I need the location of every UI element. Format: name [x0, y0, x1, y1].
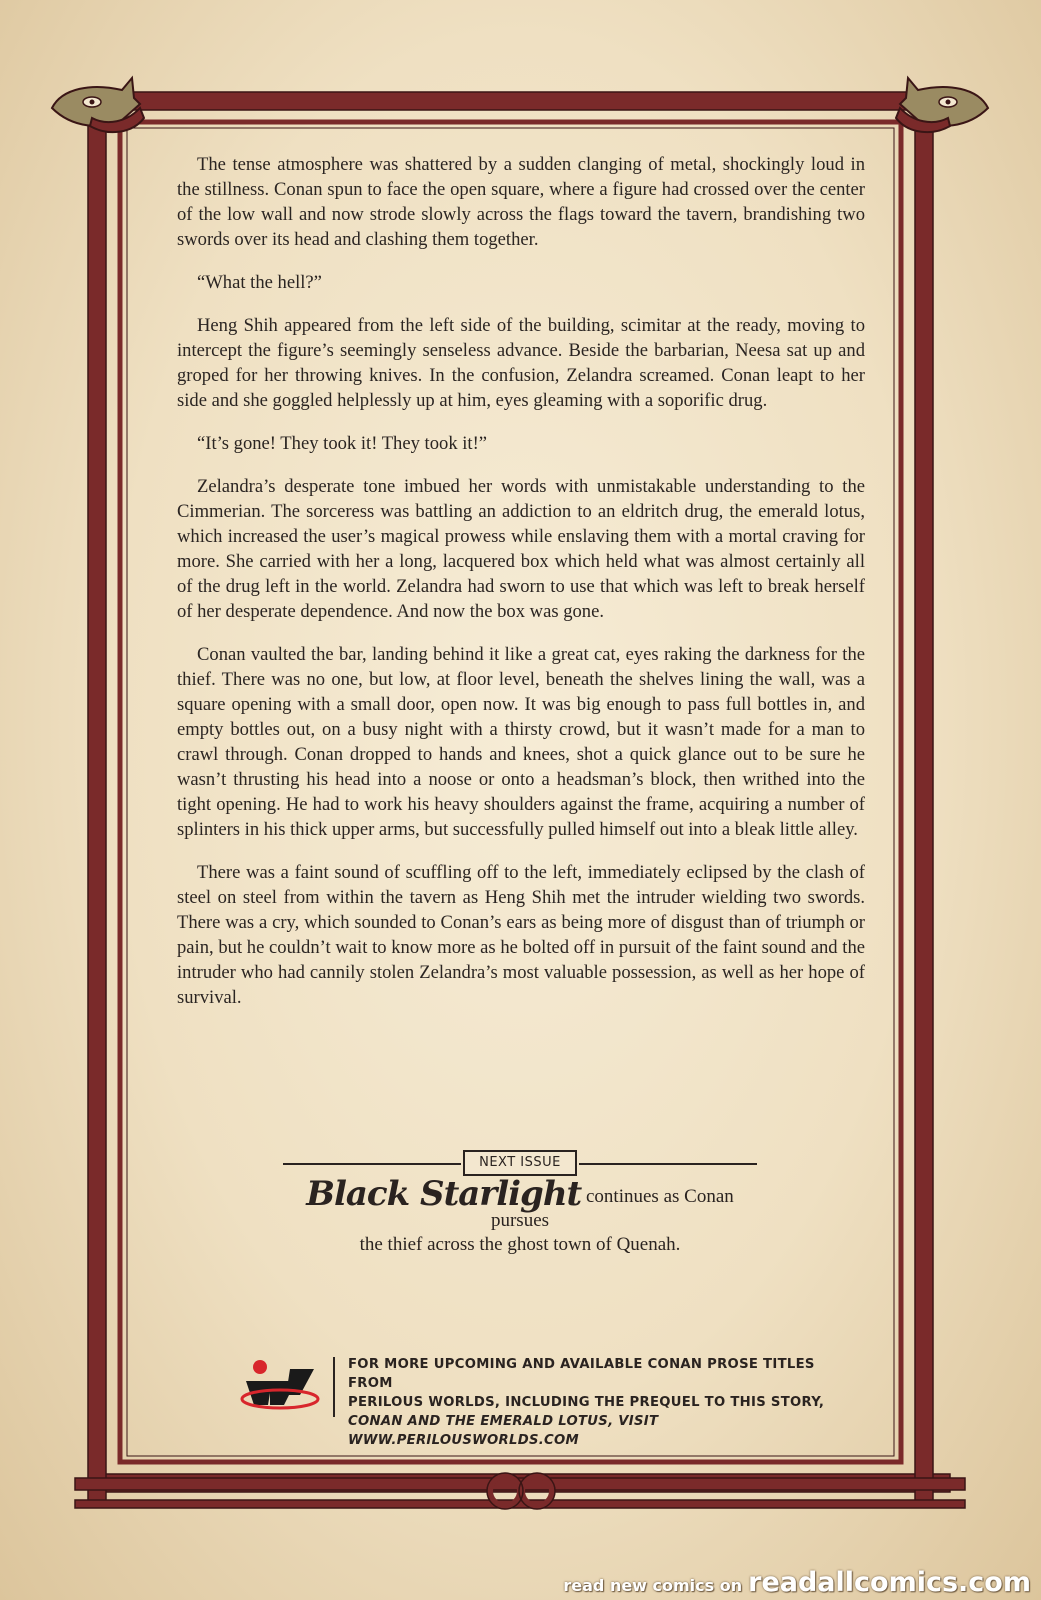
dragon-head-left	[52, 78, 144, 132]
next-issue-teaser	[280, 1174, 760, 1257]
divider-line	[283, 1163, 461, 1165]
promo-line-3	[348, 1412, 828, 1450]
divider-line	[579, 1163, 757, 1165]
next-issue-section	[280, 1150, 760, 1255]
promo-divider	[333, 1357, 335, 1417]
watermark-site-name: readallcomics.com	[748, 1567, 1031, 1598]
story-paragraph: The tense atmosphere was shattered by a sudden clanging of metal, shockingly loud in the stillness. Conan spun to face the open square, where a figure had crossed over the center of the low wall and now strode slowly across the flags toward the tavern, brandishing two swords over its head and clashing them together.	[177, 154, 865, 250]
promo-book-title: CONAN AND THE EMERALD LOTUS	[348, 1414, 609, 1429]
teaser-line-2: the thief across the ghost town of Quenah.	[359, 1234, 681, 1255]
promo-text	[348, 1355, 828, 1450]
story-paragraph: There was a faint sound of scuffling off to the left, immediately eclipsed by the clash of steel on steel from within the tavern as Heng Shih met the intruder wielding two swords. There was a cry, which sounded to Conan’s ears as being more of disgust than of triumph or pain, but he couldn’t wait to know more as he bolted off in pursuit of the faint sound and the intruder who had cannily stolen Zelandra’s most valuable possession, as well as her hope of survival.	[177, 862, 865, 1008]
next-issue-title: Black Starlight	[306, 1174, 582, 1214]
dragon-head-right	[896, 78, 988, 132]
teaser-line-1: continues as Conan pursues	[490, 1186, 734, 1231]
promo-section	[240, 1355, 830, 1448]
story-paragraph: “What the hell?”	[197, 272, 322, 293]
story-paragraph: Conan vaulted the bar, landing behind it like a great cat, eyes raking the darkness for the thief. There was no one, but low, at floor level, beneath the shelves lining the wall, was a square opening with a small door, open now. It was big enough to pass full bottles in, and empty bottles out, on a busy night with a thirsty crowd, but it wasn’t made for a man to crawl through. Conan dropped to hands and knees, shot a quick glance out to be sure he wasn’t thrusting his head into a noose or onto a headsman’s block, then writhed into the tight opening. He had to work his heavy shoulders against the frame, acquiring a number of splinters in his thick upper arms, but successfully pulled himself out into a bleak little alley.	[177, 644, 865, 840]
story-paragraph: Heng Shih appeared from the left side of the building, scimitar at the ready, moving to intercept the figure’s seemingly senseless advance. Beside the barbarian, Neesa sat up and groped for her throwing knives. In the confusion, Zelandra screamed. Conan leapt to her side and she goggled helplessly up at him, eyes gleaming with a soporific drug.	[177, 315, 865, 411]
promo-line-2: PERILOUS WORLDS, INCLUDING THE PREQUEL TO THIS STORY,	[348, 1395, 825, 1410]
promo-visit-url: , VISIT WWW.PERILOUSWORLDS.COM	[348, 1414, 659, 1448]
site-watermark	[563, 1567, 1031, 1598]
watermark-small-text: read new comics on	[563, 1576, 743, 1595]
story-paragraph: Zelandra’s desperate tone imbued her words with unmistakable understanding to the Cimmerian. The sorceress was battling an addiction to an eldritch drug, the emerald lotus, which increased the user’s magical prowess while enslaving them with a mortal craving for more. She carried with her a long, lacquered box which held what was almost certainly all of the drug left in the world. Zelandra had sworn to use that which was left to break herself of her desperate dependence. And now the box was gone.	[177, 476, 865, 622]
story-text	[177, 152, 865, 1028]
next-issue-badge: NEXT ISSUE	[463, 1150, 577, 1176]
story-paragraph: “It’s gone! They took it! They took it!”	[197, 433, 488, 454]
promo-line-1: FOR MORE UPCOMING AND AVAILABLE CONAN PROSE TITLES FROM	[348, 1357, 815, 1391]
publisher-logo-icon	[240, 1359, 322, 1415]
